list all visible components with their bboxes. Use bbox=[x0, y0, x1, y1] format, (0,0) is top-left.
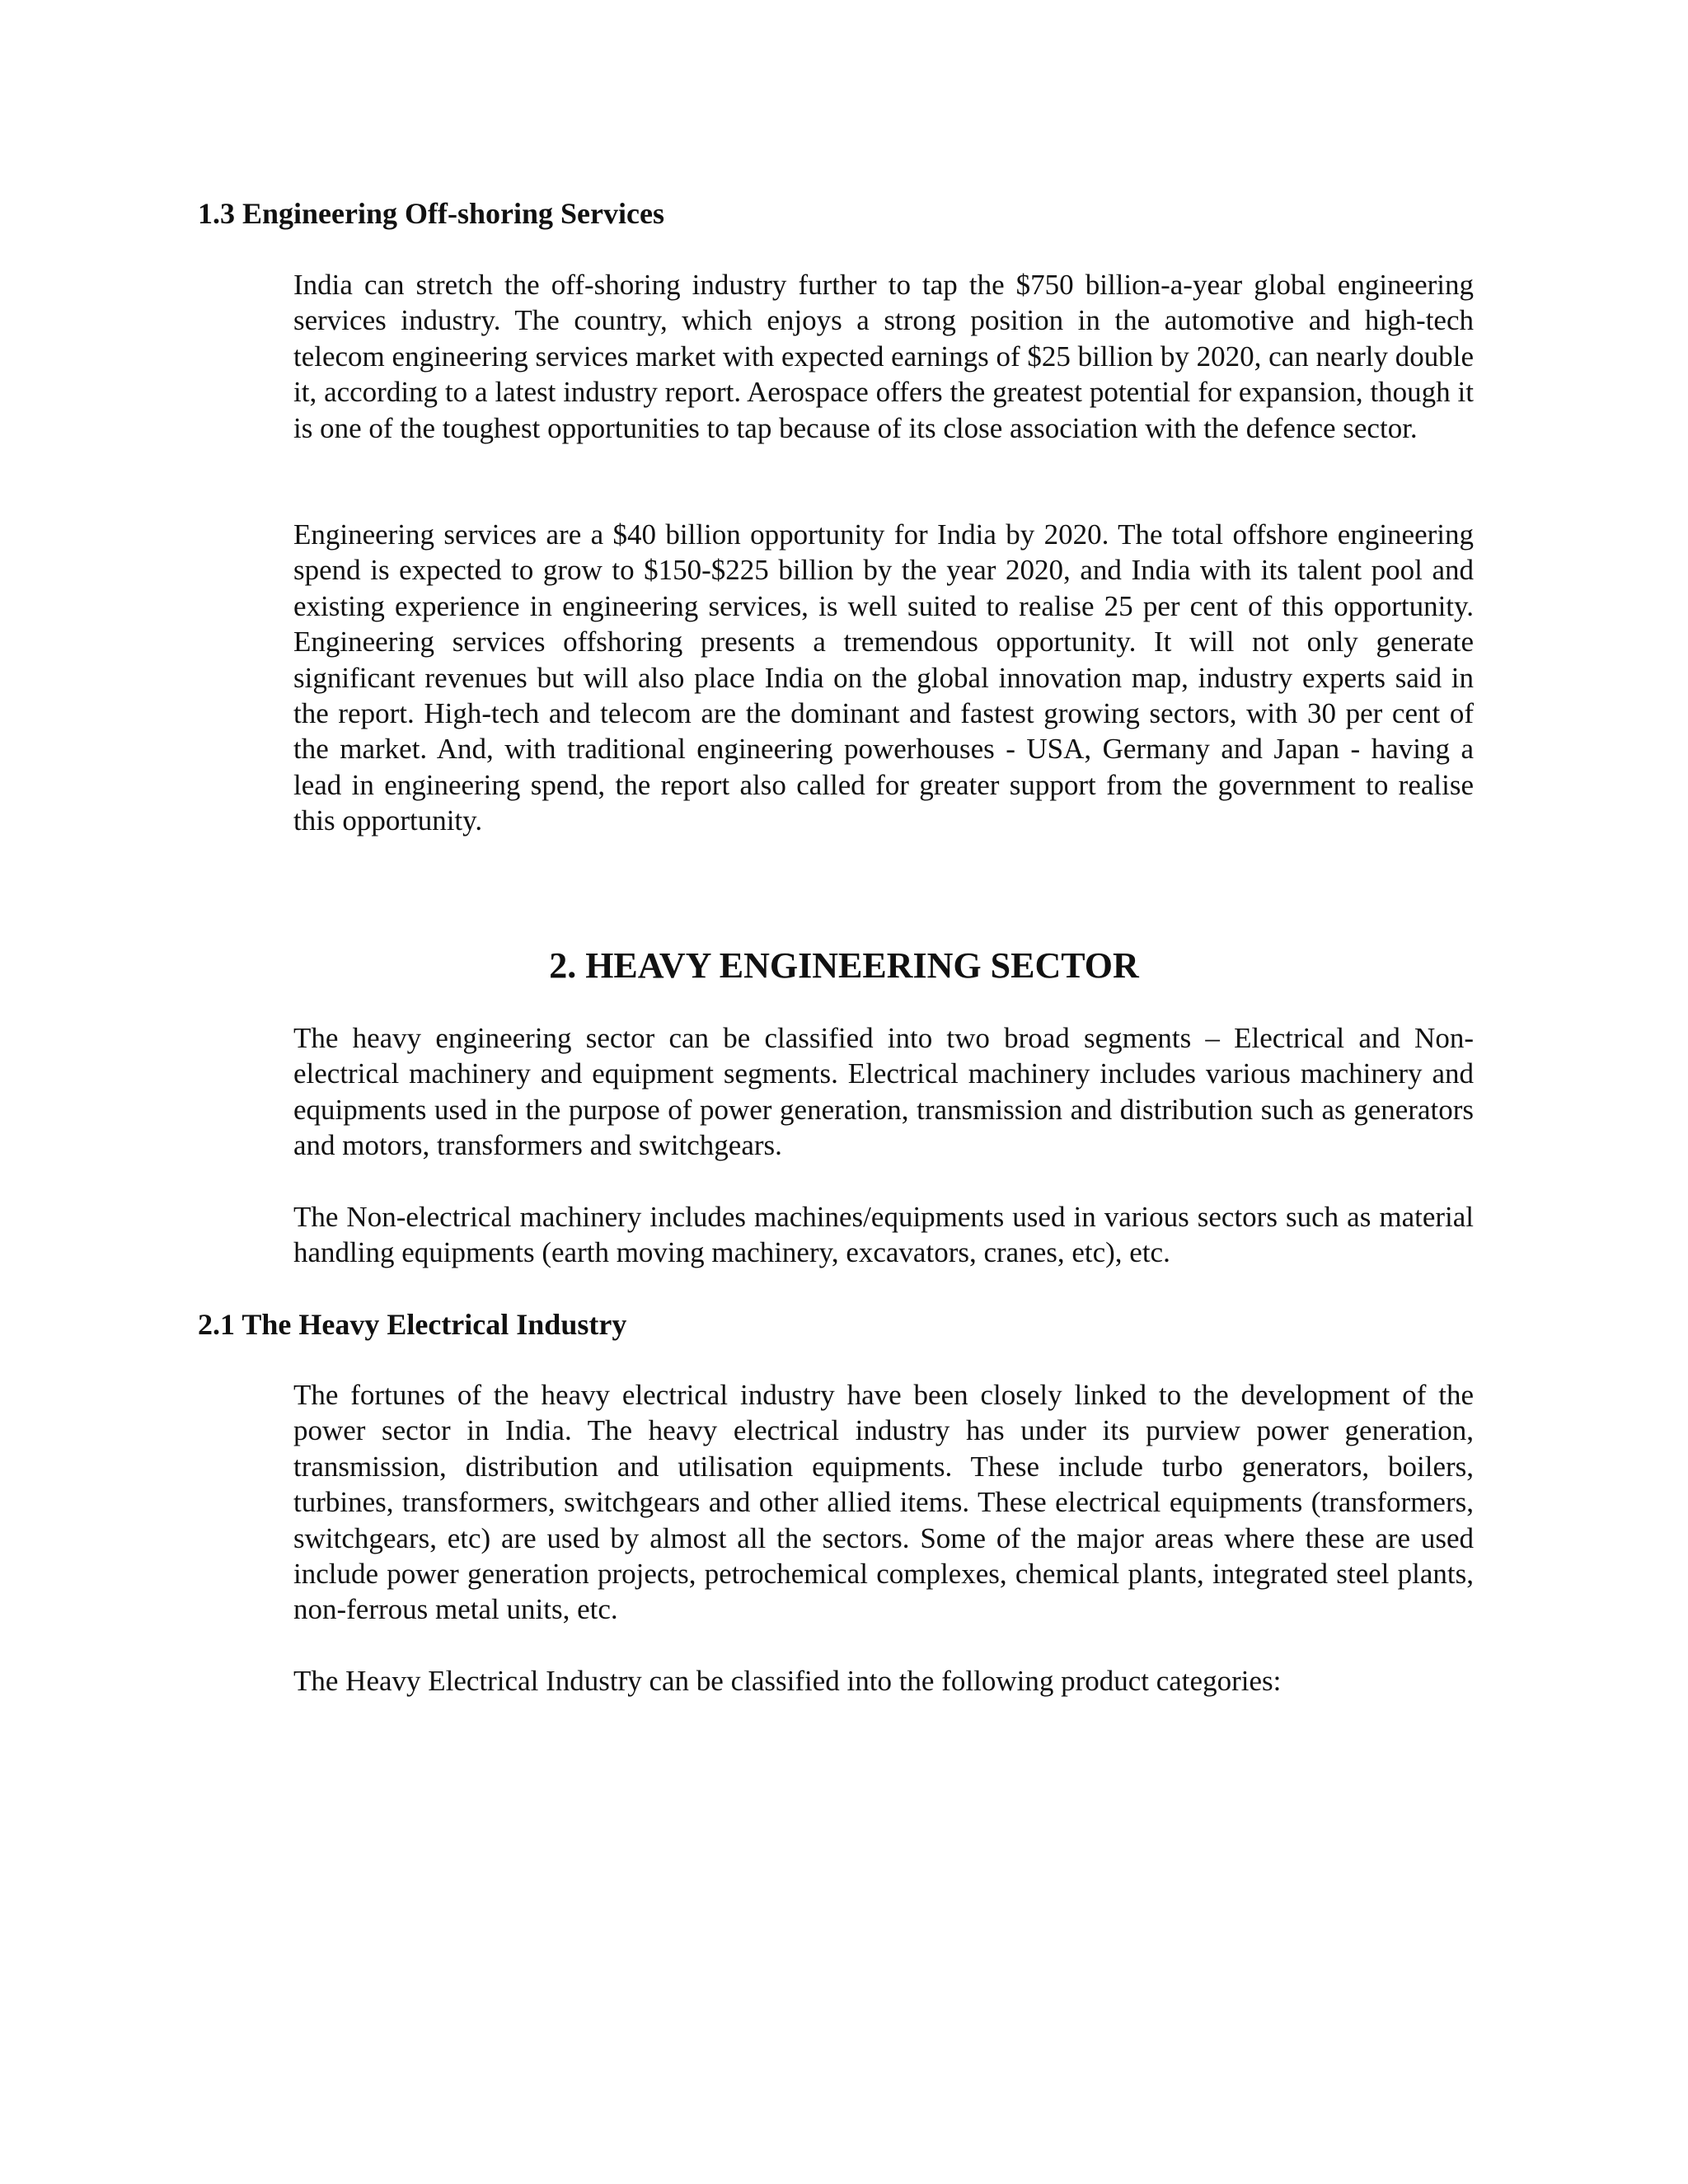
paragraph-offshoring-intro: India can stretch the off-shoring industry further to tap the $750 billion-a-year global engineering services industry. The country, which enjoys a strong position in the automotive and high-tech telecom engineering services market with expected earnings of $25 billion by 2020, can nearly double it, according to a latest industry report. Aerospace offers the greatest potential for expansion, though it is one of the toughest opportunities to tap because of its close association with the defence sector. bbox=[293, 269, 1474, 444]
paragraph-product-categories-intro: The Heavy Electrical Industry can be classified into the following product categories: bbox=[293, 1665, 1282, 1697]
paragraph-heavy-engineering-segments: The heavy engineering sector can be classified into two broad segments – Electrical and Non-electrical machinery and equipment segments. Electrical machinery includes various machinery and equipments used in the purpose of power generation, transmission and distribution such as generators and motors, transformers and switchgears. bbox=[293, 1022, 1474, 1162]
section-heading-2: 2. HEAVY ENGINEERING SECTOR bbox=[549, 945, 1139, 986]
paragraph-non-electrical-machinery: The Non-electrical machinery includes machines/equipments used in various sectors such as material handling equipments (earth moving machinery, excavators, cranes, etc), etc. bbox=[293, 1201, 1474, 1269]
paragraph-engineering-opportunity: Engineering services are a $40 billion opportunity for India by 2020. The total offshore engineering spend is expected to grow to $150-$225 billion by the year 2020, and India with its talent pool and existing experience in engineering services, is well suited to realise 25 per cent of this opportunity. Engineering services offshoring presents a tremendous opportunity. It will not only generate significant revenues but will also place India on the global innovation map, industry experts said in the report. High-tech and telecom are the dominant and fastest growing sectors, with 30 per cent of the market. And, with traditional engineering powerhouses - USA, Germany and Japan - having a lead in engineering spend, the report also called for greater support from the government to realise this opportunity. bbox=[293, 518, 1474, 837]
section-heading-1-3: 1.3 Engineering Off-shoring Services bbox=[198, 197, 664, 230]
section-heading-2-1: 2.1 The Heavy Electrical Industry bbox=[198, 1308, 627, 1341]
paragraph-heavy-electrical-industry: The fortunes of the heavy electrical industry have been closely linked to the development of the power sector in India. The heavy electrical industry has under its purview power generation, transmission, distribution and utilisation equipments. These include turbo generators, boilers, turbines, transformers, switchgears and other allied items. These electrical equipments (transformers, switchgears, etc) are used by almost all the sectors. Some of the major areas where these are used include power generation projects, petrochemical complexes, chemical plants, integrated steel plants, non-ferrous metal units, etc. bbox=[293, 1379, 1474, 1626]
